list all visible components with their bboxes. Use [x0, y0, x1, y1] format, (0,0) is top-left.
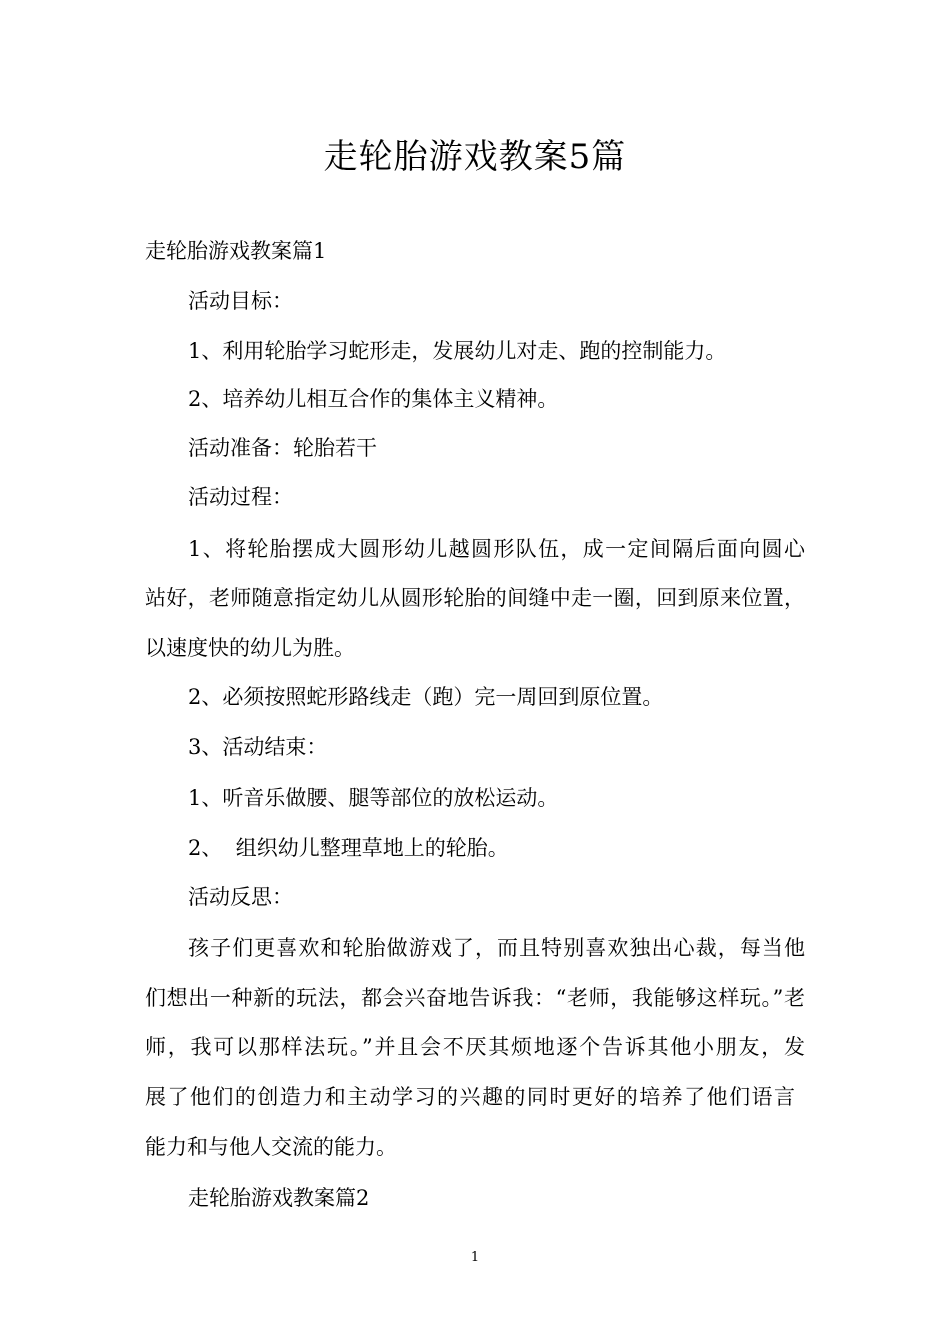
reflection-line-3: 师，我可以那样法玩。”并且会不厌其烦地逐个告诉其他小朋友，发 [145, 1035, 805, 1059]
end-item-2: 2、 组织幼儿整理草地上的轮胎。 [188, 836, 509, 860]
reflection-label: 活动反思： [188, 885, 293, 909]
process-item-1-line-1: 1、将轮胎摆成大圆形幼儿越圆形队伍，成一定间隔后面向圆心 [188, 537, 805, 561]
reflection-line-2: 们想出一种新的玩法，都会兴奋地告诉我：“老师，我能够这样玩。”老 [145, 986, 805, 1010]
process-item-1-line-2: 站好，老师随意指定幼儿从圆形轮胎的间缝中走一圈，回到原来位置， [145, 586, 805, 610]
reflection-line-5: 能力和与他人交流的能力。 [145, 1135, 397, 1159]
reflection-line-1: 孩子们更喜欢和轮胎做游戏了，而且特别喜欢独出心裁，每当他 [188, 936, 805, 960]
preparation-text: 活动准备：轮胎若干 [188, 436, 377, 460]
reflection-line-4: 展了他们的创造力和主动学习的兴趣的同时更好的培养了他们语言 [145, 1085, 795, 1109]
goal-item-2: 2、培养幼儿相互合作的集体主义精神。 [188, 387, 559, 411]
section-heading-2: 走轮胎游戏教案篇2 [188, 1186, 370, 1210]
goals-label: 活动目标： [188, 289, 293, 313]
process-label: 活动过程： [188, 485, 293, 509]
section-heading-1: 走轮胎游戏教案篇1 [145, 239, 327, 263]
process-item-2: 2、必须按照蛇形路线走（跑）完一周回到原位置。 [188, 685, 664, 709]
document-title: 走轮胎游戏教案5篇 [323, 137, 627, 177]
process-item-1-line-3: 以速度快的幼儿为胜。 [145, 636, 355, 660]
end-item-1: 1、听音乐做腰、腿等部位的放松运动。 [188, 786, 559, 810]
page-number: 1 [470, 1250, 480, 1265]
goal-item-1: 1、利用轮胎学习蛇形走，发展幼儿对走、跑的控制能力。 [188, 339, 727, 363]
process-item-3: 3、活动结束： [188, 735, 328, 759]
